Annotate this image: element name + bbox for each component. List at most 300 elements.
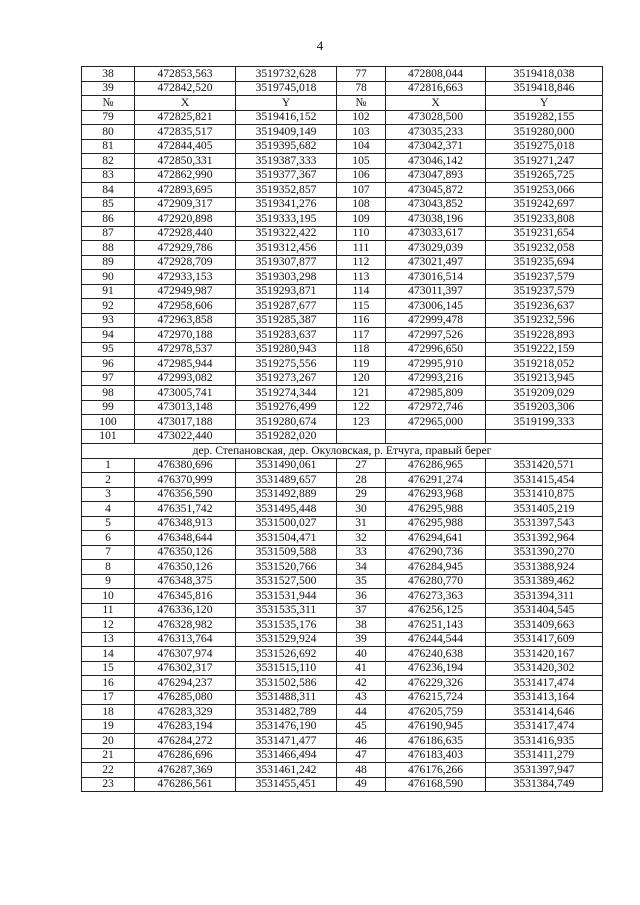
y-coordinate-cell: 3531520,766 [236,560,337,575]
x-coordinate-cell: 472985,809 [386,386,486,401]
x-coordinate-cell: 472808,044 [386,67,486,82]
point-number-cell: 101 [82,429,135,444]
point-number-cell: 28 [337,473,386,488]
point-number-cell: 23 [82,777,135,792]
point-number-cell: 37 [337,603,386,618]
point-number-cell: 108 [337,197,386,212]
table-row [82,545,603,560]
section-title-row [82,444,603,459]
point-number-cell: 119 [337,357,386,372]
x-coordinate-cell [386,429,486,444]
point-number-cell: 91 [82,284,135,299]
table-row [82,154,603,169]
y-coordinate-cell: 3519312,456 [236,241,337,256]
point-number-cell: 88 [82,241,135,256]
x-coordinate-cell: 472850,331 [135,154,236,169]
y-coordinate-cell: 3531490,061 [236,458,337,473]
y-coordinate-cell: 3519322,422 [236,226,337,241]
point-number-cell: 47 [337,748,386,763]
x-coordinate-cell: 473028,500 [386,110,486,125]
x-coordinate-cell: 476313,764 [135,632,236,647]
point-number-cell: 2 [82,473,135,488]
x-coordinate-cell: 476183,403 [386,748,486,763]
y-coordinate-cell: 3531420,167 [486,647,603,662]
x-coordinate-cell: 472997,526 [386,328,486,343]
y-coordinate-cell: 3531388,924 [486,560,603,575]
y-coordinate-cell: 3519228,893 [486,328,603,343]
y-coordinate-cell: 3531411,279 [486,748,603,763]
x-coordinate-cell: 472853,563 [135,67,236,82]
y-coordinate-cell: 3519409,149 [236,125,337,140]
y-coordinate-cell: 3519282,020 [236,429,337,444]
point-number-cell: 45 [337,719,386,734]
section-title: дер. Степановская, дер. Окуловская, р. Етчуга, правый берег [82,444,603,459]
x-coordinate-cell: 473029,039 [386,241,486,256]
x-coordinate-cell: X [386,96,486,111]
x-coordinate-cell: 473011,397 [386,284,486,299]
point-number-cell: 114 [337,284,386,299]
table-row [82,632,603,647]
point-number-cell: 110 [337,226,386,241]
x-coordinate-cell: 472993,216 [386,371,486,386]
point-number-cell: 123 [337,415,386,430]
point-number-cell: 90 [82,270,135,285]
table-row [82,168,603,183]
point-number-cell: 82 [82,154,135,169]
x-coordinate-cell: 476295,988 [386,516,486,531]
y-coordinate-cell: 3519275,018 [486,139,603,154]
y-coordinate-cell: 3531531,944 [236,589,337,604]
y-coordinate-cell: 3531476,190 [236,719,337,734]
x-coordinate-cell: 473042,371 [386,139,486,154]
x-coordinate-cell: 476273,363 [386,589,486,604]
point-number-cell: 121 [337,386,386,401]
y-coordinate-cell: Y [486,96,603,111]
x-coordinate-cell: 472995,910 [386,357,486,372]
x-coordinate-cell: 472929,786 [135,241,236,256]
y-coordinate-cell: 3531405,219 [486,502,603,517]
y-coordinate-cell: 3519275,556 [236,357,337,372]
y-coordinate-cell: 3519203,306 [486,400,603,415]
point-number-cell: 39 [82,81,135,96]
x-coordinate-cell: 476186,635 [386,734,486,749]
x-coordinate-cell: 476307,974 [135,647,236,662]
y-coordinate-cell: 3519231,654 [486,226,603,241]
x-coordinate-cell: 476285,080 [135,690,236,705]
y-coordinate-cell: 3531409,663 [486,618,603,633]
point-number-cell: 102 [337,110,386,125]
point-number-cell: 8 [82,560,135,575]
y-coordinate-cell: 3531535,311 [236,603,337,618]
x-coordinate-cell: 476290,736 [386,545,486,560]
y-coordinate-cell: 3531492,889 [236,487,337,502]
point-number-cell: 89 [82,255,135,270]
y-coordinate-cell: 3531509,588 [236,545,337,560]
table-row [82,284,603,299]
y-coordinate-cell: 3519236,637 [486,299,603,314]
y-coordinate-cell: 3519280,943 [236,342,337,357]
y-coordinate-cell: 3519271,247 [486,154,603,169]
y-coordinate-cell: 3519232,596 [486,313,603,328]
point-number-cell: 36 [337,589,386,604]
point-number-cell: 16 [82,676,135,691]
x-coordinate-cell: 476205,759 [386,705,486,720]
y-coordinate-cell: 3519237,579 [486,284,603,299]
y-coordinate-cell: 3519237,579 [486,270,603,285]
y-coordinate-cell: 3519387,333 [236,154,337,169]
x-coordinate-cell: 473022,440 [135,429,236,444]
x-coordinate-cell: 476348,644 [135,531,236,546]
x-coordinate-cell: 473035,233 [386,125,486,140]
y-coordinate-cell: 3519285,387 [236,313,337,328]
point-number-cell: 116 [337,313,386,328]
point-number-cell: 18 [82,705,135,720]
table-row [82,197,603,212]
table-row [82,415,603,430]
x-coordinate-cell: 476280,770 [386,574,486,589]
table-row [82,212,603,227]
table-row [82,487,603,502]
point-number-cell: 43 [337,690,386,705]
y-coordinate-cell: 3531502,586 [236,676,337,691]
point-number-cell: 34 [337,560,386,575]
y-coordinate-cell: 3531466,494 [236,748,337,763]
point-number-cell: 120 [337,371,386,386]
x-coordinate-cell: 476229,326 [386,676,486,691]
table-row [82,473,603,488]
x-coordinate-cell: 476336,120 [135,603,236,618]
x-coordinate-cell: 476351,742 [135,502,236,517]
table-row [82,371,603,386]
point-number-cell: 48 [337,763,386,778]
point-number-cell: 42 [337,676,386,691]
point-number-cell [337,429,386,444]
point-number-cell: № [82,96,135,111]
x-coordinate-cell: 476345,816 [135,589,236,604]
y-coordinate-cell: 3519213,945 [486,371,603,386]
header-row [82,96,603,111]
x-coordinate-cell: 476348,913 [135,516,236,531]
page-number: 4 [316,38,324,53]
table-row [82,690,603,705]
point-number-cell: № [337,96,386,111]
point-number-cell: 9 [82,574,135,589]
y-coordinate-cell: 3519253,066 [486,183,603,198]
y-coordinate-cell: 3531417,609 [486,632,603,647]
x-coordinate-cell: 472816,663 [386,81,486,96]
x-coordinate-cell: 473021,497 [386,255,486,270]
y-coordinate-cell [486,429,603,444]
x-coordinate-cell: 472920,898 [135,212,236,227]
y-coordinate-cell: 3519276,499 [236,400,337,415]
point-number-cell: 77 [337,67,386,82]
point-number-cell: 38 [82,67,135,82]
x-coordinate-cell: 476215,724 [386,690,486,705]
point-number-cell: 100 [82,415,135,430]
point-number-cell: 12 [82,618,135,633]
x-coordinate-cell: 476284,945 [386,560,486,575]
point-number-cell: 49 [337,777,386,792]
table-row [82,560,603,575]
table-row [82,110,603,125]
y-coordinate-cell: 3531390,270 [486,545,603,560]
y-coordinate-cell: 3519242,697 [486,197,603,212]
x-coordinate-cell: 476302,317 [135,661,236,676]
table-row [82,241,603,256]
y-coordinate-cell: 3519274,344 [236,386,337,401]
x-coordinate-cell: 472893,695 [135,183,236,198]
point-number-cell: 104 [337,139,386,154]
point-number-cell: 84 [82,183,135,198]
x-coordinate-cell: 476294,641 [386,531,486,546]
y-coordinate-cell: 3531397,543 [486,516,603,531]
point-number-cell: 96 [82,357,135,372]
table-row [82,458,603,473]
y-coordinate-cell: 3531415,454 [486,473,603,488]
table-row [82,748,603,763]
y-coordinate-cell: 3531384,749 [486,777,603,792]
x-coordinate-cell: 476236,194 [386,661,486,676]
x-coordinate-cell: 473043,852 [386,197,486,212]
point-number-cell: 11 [82,603,135,618]
y-coordinate-cell: 3531489,657 [236,473,337,488]
point-number-cell: 17 [82,690,135,705]
x-coordinate-cell: 472933,153 [135,270,236,285]
x-coordinate-cell: 476284,272 [135,734,236,749]
table-row [82,705,603,720]
x-coordinate-cell: 473013,148 [135,400,236,415]
point-number-cell: 5 [82,516,135,531]
y-coordinate-cell: 3519745,018 [236,81,337,96]
table-row [82,618,603,633]
x-coordinate-cell: 472993,082 [135,371,236,386]
x-coordinate-cell: 473046,142 [386,154,486,169]
x-coordinate-cell: 473047,893 [386,168,486,183]
point-number-cell: 99 [82,400,135,415]
point-number-cell: 105 [337,154,386,169]
y-coordinate-cell: 3519209,029 [486,386,603,401]
x-coordinate-cell: 476295,988 [386,502,486,517]
y-coordinate-cell: 3531397,947 [486,763,603,778]
point-number-cell: 15 [82,661,135,676]
table-row [82,502,603,517]
x-coordinate-cell: 476283,329 [135,705,236,720]
point-number-cell: 1 [82,458,135,473]
point-number-cell: 22 [82,763,135,778]
y-coordinate-cell: 3519732,628 [236,67,337,82]
x-coordinate-cell: 473016,514 [386,270,486,285]
point-number-cell: 111 [337,241,386,256]
y-coordinate-cell: 3531420,302 [486,661,603,676]
y-coordinate-cell: 3531504,471 [236,531,337,546]
y-coordinate-cell: 3531495,448 [236,502,337,517]
y-coordinate-cell: 3519218,052 [486,357,603,372]
y-coordinate-cell: 3531488,311 [236,690,337,705]
x-coordinate-cell: 472965,000 [386,415,486,430]
point-number-cell: 95 [82,342,135,357]
point-number-cell: 79 [82,110,135,125]
point-number-cell: 94 [82,328,135,343]
point-number-cell: 97 [82,371,135,386]
x-coordinate-cell: 472909,317 [135,197,236,212]
table-row [82,531,603,546]
x-coordinate-cell: 476240,638 [386,647,486,662]
point-number-cell: 13 [82,632,135,647]
y-coordinate-cell: 3531410,875 [486,487,603,502]
x-coordinate-cell: 472958,606 [135,299,236,314]
y-coordinate-cell: 3519293,871 [236,284,337,299]
table-row [82,574,603,589]
point-number-cell: 78 [337,81,386,96]
y-coordinate-cell: 3519282,155 [486,110,603,125]
y-coordinate-cell: 3531413,164 [486,690,603,705]
y-coordinate-cell: 3519280,000 [486,125,603,140]
table-row [82,516,603,531]
y-coordinate-cell: 3531527,500 [236,574,337,589]
point-number-cell: 40 [337,647,386,662]
x-coordinate-cell: 472978,537 [135,342,236,357]
y-coordinate-cell: 3519416,152 [236,110,337,125]
x-coordinate-cell: 476256,125 [386,603,486,618]
x-coordinate-cell: 476380,696 [135,458,236,473]
table-row [82,386,603,401]
y-coordinate-cell: 3519222,159 [486,342,603,357]
coordinates-table [81,66,603,792]
y-coordinate-cell: 3531526,692 [236,647,337,662]
y-coordinate-cell: 3531500,027 [236,516,337,531]
y-coordinate-cell: 3519235,694 [486,255,603,270]
table-row [82,589,603,604]
point-number-cell: 103 [337,125,386,140]
y-coordinate-cell: 3519283,637 [236,328,337,343]
table-row [82,676,603,691]
point-number-cell: 35 [337,574,386,589]
table-row [82,270,603,285]
x-coordinate-cell: 476328,982 [135,618,236,633]
y-coordinate-cell: 3531482,789 [236,705,337,720]
table-row [82,81,603,96]
x-coordinate-cell: X [135,96,236,111]
y-coordinate-cell: 3531392,964 [486,531,603,546]
point-number-cell: 39 [337,632,386,647]
y-coordinate-cell: 3531535,176 [236,618,337,633]
x-coordinate-cell: 472844,405 [135,139,236,154]
y-coordinate-cell: 3519233,808 [486,212,603,227]
point-number-cell: 106 [337,168,386,183]
point-number-cell: 14 [82,647,135,662]
point-number-cell: 7 [82,545,135,560]
x-coordinate-cell: 472999,478 [386,313,486,328]
x-coordinate-cell: 476251,143 [386,618,486,633]
point-number-cell: 115 [337,299,386,314]
x-coordinate-cell: 472842,520 [135,81,236,96]
x-coordinate-cell: 476294,237 [135,676,236,691]
x-coordinate-cell: 476283,194 [135,719,236,734]
x-coordinate-cell: 473038,196 [386,212,486,227]
point-number-cell: 86 [82,212,135,227]
table-row [82,429,603,444]
table-row [82,647,603,662]
point-number-cell: 41 [337,661,386,676]
point-number-cell: 112 [337,255,386,270]
x-coordinate-cell: 476370,999 [135,473,236,488]
x-coordinate-cell: 472949,987 [135,284,236,299]
x-coordinate-cell: 476286,561 [135,777,236,792]
x-coordinate-cell: 476190,945 [386,719,486,734]
point-number-cell: 80 [82,125,135,140]
point-number-cell: 83 [82,168,135,183]
x-coordinate-cell: 476293,968 [386,487,486,502]
y-coordinate-cell: 3531420,571 [486,458,603,473]
y-coordinate-cell: 3519273,267 [236,371,337,386]
point-number-cell: 118 [337,342,386,357]
point-number-cell: 33 [337,545,386,560]
table-row [82,226,603,241]
y-coordinate-cell: 3519395,682 [236,139,337,154]
point-number-cell: 46 [337,734,386,749]
y-coordinate-cell: 3531515,110 [236,661,337,676]
point-number-cell: 92 [82,299,135,314]
table-row [82,357,603,372]
point-number-cell: 109 [337,212,386,227]
table-row [82,777,603,792]
x-coordinate-cell: 472928,440 [135,226,236,241]
y-coordinate-cell: 3519333,195 [236,212,337,227]
y-coordinate-cell: 3531389,462 [486,574,603,589]
x-coordinate-cell: 476168,590 [386,777,486,792]
y-coordinate-cell: 3531416,935 [486,734,603,749]
x-coordinate-cell: 473006,145 [386,299,486,314]
x-coordinate-cell: 472970,188 [135,328,236,343]
table-row [82,400,603,415]
point-number-cell: 107 [337,183,386,198]
y-coordinate-cell: 3519418,846 [486,81,603,96]
x-coordinate-cell: 472862,990 [135,168,236,183]
point-number-cell: 87 [82,226,135,241]
point-number-cell: 27 [337,458,386,473]
point-number-cell: 6 [82,531,135,546]
point-number-cell: 93 [82,313,135,328]
y-coordinate-cell: 3519341,276 [236,197,337,212]
table-row [82,603,603,618]
y-coordinate-cell: Y [236,96,337,111]
point-number-cell: 4 [82,502,135,517]
x-coordinate-cell: 473017,188 [135,415,236,430]
y-coordinate-cell: 3519303,298 [236,270,337,285]
x-coordinate-cell: 473033,617 [386,226,486,241]
y-coordinate-cell: 3519199,333 [486,415,603,430]
y-coordinate-cell: 3531404,545 [486,603,603,618]
x-coordinate-cell: 476350,126 [135,545,236,560]
point-number-cell: 10 [82,589,135,604]
y-coordinate-cell: 3519418,038 [486,67,603,82]
y-coordinate-cell: 3531529,924 [236,632,337,647]
table-row [82,763,603,778]
table-row [82,139,603,154]
x-coordinate-cell: 476350,126 [135,560,236,575]
x-coordinate-cell: 472835,517 [135,125,236,140]
point-number-cell: 31 [337,516,386,531]
table-row [82,125,603,140]
point-number-cell: 85 [82,197,135,212]
y-coordinate-cell: 3531414,646 [486,705,603,720]
y-coordinate-cell: 3531394,311 [486,589,603,604]
x-coordinate-cell: 472972,746 [386,400,486,415]
x-coordinate-cell: 472985,944 [135,357,236,372]
x-coordinate-cell: 476286,696 [135,748,236,763]
x-coordinate-cell: 476286,965 [386,458,486,473]
y-coordinate-cell: 3531417,474 [486,719,603,734]
